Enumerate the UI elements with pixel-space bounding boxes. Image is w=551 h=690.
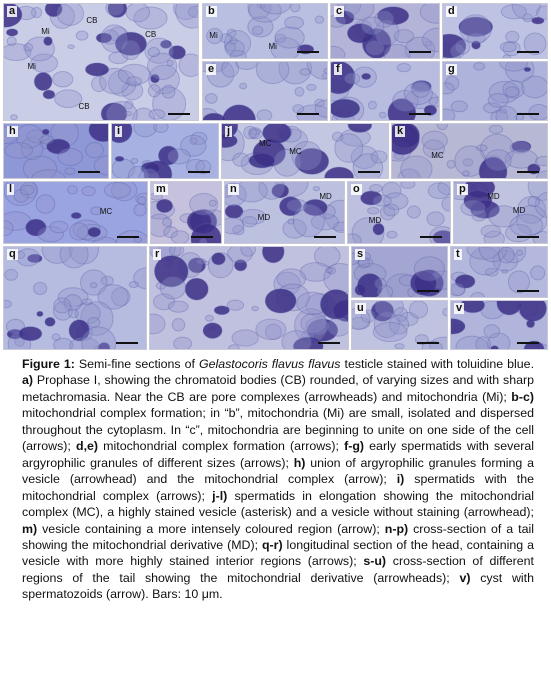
caption-part-key: i) xyxy=(396,472,405,487)
micrograph-texture xyxy=(203,4,327,58)
micrograph-texture xyxy=(203,62,327,120)
panel-label: a xyxy=(9,5,16,17)
panel-q xyxy=(3,246,147,350)
panel-annotation: MD xyxy=(319,192,332,202)
panel-annotation: Mi xyxy=(41,26,50,36)
panel-o xyxy=(347,181,451,244)
figure-label: Figure 1: xyxy=(22,357,75,371)
scale-bar xyxy=(417,290,439,292)
caption-part-text: cross-section of a tail showing the mitochondrial derivative (MD); xyxy=(22,521,534,552)
scale-bar xyxy=(318,342,340,344)
caption-part-text: mitochondrial complex formation (arrows); xyxy=(98,439,345,454)
panel-label: d xyxy=(448,5,455,17)
caption-part-text: early spermatids with several argyrophilic granules of different sizes (arrows); xyxy=(22,439,534,470)
panel-label: i xyxy=(117,125,121,137)
panel-annotation: CB xyxy=(86,15,98,25)
micrograph-texture xyxy=(4,247,146,349)
panel-label: n xyxy=(230,183,237,195)
caption-part-text: cross-section of different regions of the tail showing the mitochondrial derivative (arrowheads); xyxy=(22,554,534,585)
panel-annotation: MD xyxy=(368,215,382,225)
panel-label: t xyxy=(456,248,460,260)
figure-caption xyxy=(22,356,534,603)
scale-bar xyxy=(417,342,439,344)
panel-label: j xyxy=(227,125,231,137)
panel-annotation: Mi xyxy=(27,62,36,71)
scale-bar xyxy=(420,236,442,238)
panel-label: p xyxy=(459,183,466,195)
panel-annotation: CB xyxy=(145,30,157,40)
panel-label: b xyxy=(208,5,215,17)
scale-bar xyxy=(517,113,539,115)
panel-annotation: Mi xyxy=(209,31,218,40)
scale-bar xyxy=(297,51,319,53)
panel-label: m xyxy=(156,183,166,195)
micrograph-texture xyxy=(392,124,547,178)
caption-part-text: longitudinal section of the head, containing a vesicle with more highly stained interior regions (arrows); xyxy=(22,537,534,569)
micrograph-texture xyxy=(150,247,348,349)
caption-part-text: vesicle containing a more intensely coloured region (arrow); xyxy=(37,521,385,536)
scale-bar xyxy=(168,113,190,115)
panel-p xyxy=(453,181,548,244)
micrograph-texture xyxy=(443,4,547,58)
scale-bar xyxy=(191,236,213,238)
panel-annotation: MD xyxy=(512,206,526,216)
scale-bar xyxy=(517,236,539,238)
caption-intro: Semi-fine sections of xyxy=(74,357,199,371)
caption-part-text: spermatids in elongation showing the mitochondrial complex (MC), a highly stained vesicle (asterisk) and a vesicle without staining (arrowhead); xyxy=(22,488,534,520)
panel-f xyxy=(330,61,440,121)
caption-part-text: spermatids with the mitochondrial complex (arrows); xyxy=(22,472,534,503)
panel-label: e xyxy=(208,63,215,75)
micrograph-texture xyxy=(112,124,218,178)
scale-bar xyxy=(297,113,319,115)
panel-label: r xyxy=(155,248,160,260)
micrograph-texture xyxy=(331,62,439,120)
micrograph-texture xyxy=(443,62,547,120)
caption-part-text: Prophase I, showing the chromatoid bodies (CB) rounded, of varying sizes and with sharp metachromasia. Near the CB are pore complexes (arrowheads) and mitochondria (Mi); xyxy=(22,373,534,404)
panel-c xyxy=(330,3,440,59)
caption-parts xyxy=(22,373,534,601)
panel-a xyxy=(3,3,199,121)
panel-annotation: CB xyxy=(78,102,90,112)
species-name: Gelastocoris flavus flavus xyxy=(198,357,341,371)
panel-label: g xyxy=(448,63,455,75)
caption-part-key: j-l) xyxy=(212,488,228,503)
caption-part-text: union of argyrophilic granules forming a vesicle (arrowhead) and the mitochondrial complex (arrow); xyxy=(22,455,535,487)
scale-bar xyxy=(314,236,336,238)
micrograph-texture xyxy=(4,124,108,178)
panel-m xyxy=(150,181,222,244)
caption-part-key: h) xyxy=(293,455,306,470)
scale-bar xyxy=(409,113,431,115)
scale-bar xyxy=(517,342,539,344)
scale-bar xyxy=(188,171,210,173)
scale-bar xyxy=(358,171,380,173)
caption-part-key: q-r) xyxy=(261,537,283,552)
caption-part-key: f-g) xyxy=(344,439,365,454)
scale-bar xyxy=(517,171,539,173)
panel-h xyxy=(3,123,109,179)
panel-b xyxy=(202,3,328,59)
panel-label: c xyxy=(336,5,343,17)
panel-n xyxy=(224,181,345,244)
micrograph-texture xyxy=(4,182,147,243)
panel-v xyxy=(450,300,548,350)
caption-part-text: mitochondrial complex formation; in “b”, mitochondria (Mi) are small, isolated and dispersed throughout the cytoplasm. In “c”, mitochondria are beginning to unite on one side of the cell (arrows); xyxy=(22,406,534,454)
scale-bar xyxy=(517,51,539,53)
panel-t xyxy=(450,246,548,298)
panel-label: l xyxy=(9,183,13,195)
panel-r xyxy=(149,246,349,350)
micrograph-texture xyxy=(225,182,344,243)
panel-annotation: MC xyxy=(99,207,113,217)
panel-e xyxy=(202,61,328,121)
caption-part-key: a) xyxy=(22,373,34,388)
scale-bar xyxy=(116,342,138,344)
scale-bar xyxy=(409,51,431,53)
panel-annotation: Mi xyxy=(268,42,277,52)
scale-bar xyxy=(517,290,539,292)
panel-annotation: MC xyxy=(431,151,444,160)
panel-label: v xyxy=(456,302,463,314)
panel-annotation: MD xyxy=(257,212,271,222)
panel-s xyxy=(351,246,448,298)
scale-bar xyxy=(117,236,139,238)
panel-label: u xyxy=(357,302,364,314)
micrograph-texture xyxy=(222,124,388,178)
micrograph-texture xyxy=(454,182,547,243)
caption-part-key: b-c) xyxy=(511,389,534,404)
panel-label: h xyxy=(9,125,16,137)
caption-part-key: d,e) xyxy=(76,439,99,454)
panel-l xyxy=(3,181,148,244)
panel-annotation: MD xyxy=(487,192,500,202)
caption-part-text: cyst with spermatozoids (arrow). Bars: 10 μm. xyxy=(22,570,534,602)
panel-annotation: MC xyxy=(289,146,302,156)
caption-part-key: n-p) xyxy=(384,521,409,536)
panel-label: q xyxy=(9,248,16,260)
caption-intro-2: testicle stained with toluidine blue. xyxy=(340,357,535,371)
caption-part-key: v) xyxy=(459,570,471,585)
caption-part-key: m) xyxy=(22,521,38,536)
panel-label: f xyxy=(336,63,340,75)
micrograph-texture xyxy=(331,4,439,58)
micrograph-texture xyxy=(348,182,450,243)
panel-i xyxy=(111,123,219,179)
panel-g xyxy=(442,61,548,121)
scale-bar xyxy=(78,171,100,173)
caption-part-key: s-u) xyxy=(363,554,387,569)
panel-label: s xyxy=(357,248,364,260)
panel-annotation: MC xyxy=(258,138,272,148)
panel-k xyxy=(391,123,548,179)
panel-d xyxy=(442,3,548,59)
panel-label: k xyxy=(397,125,404,137)
panel-u xyxy=(351,300,448,350)
panel-j xyxy=(221,123,389,179)
panel-label: o xyxy=(353,183,360,195)
